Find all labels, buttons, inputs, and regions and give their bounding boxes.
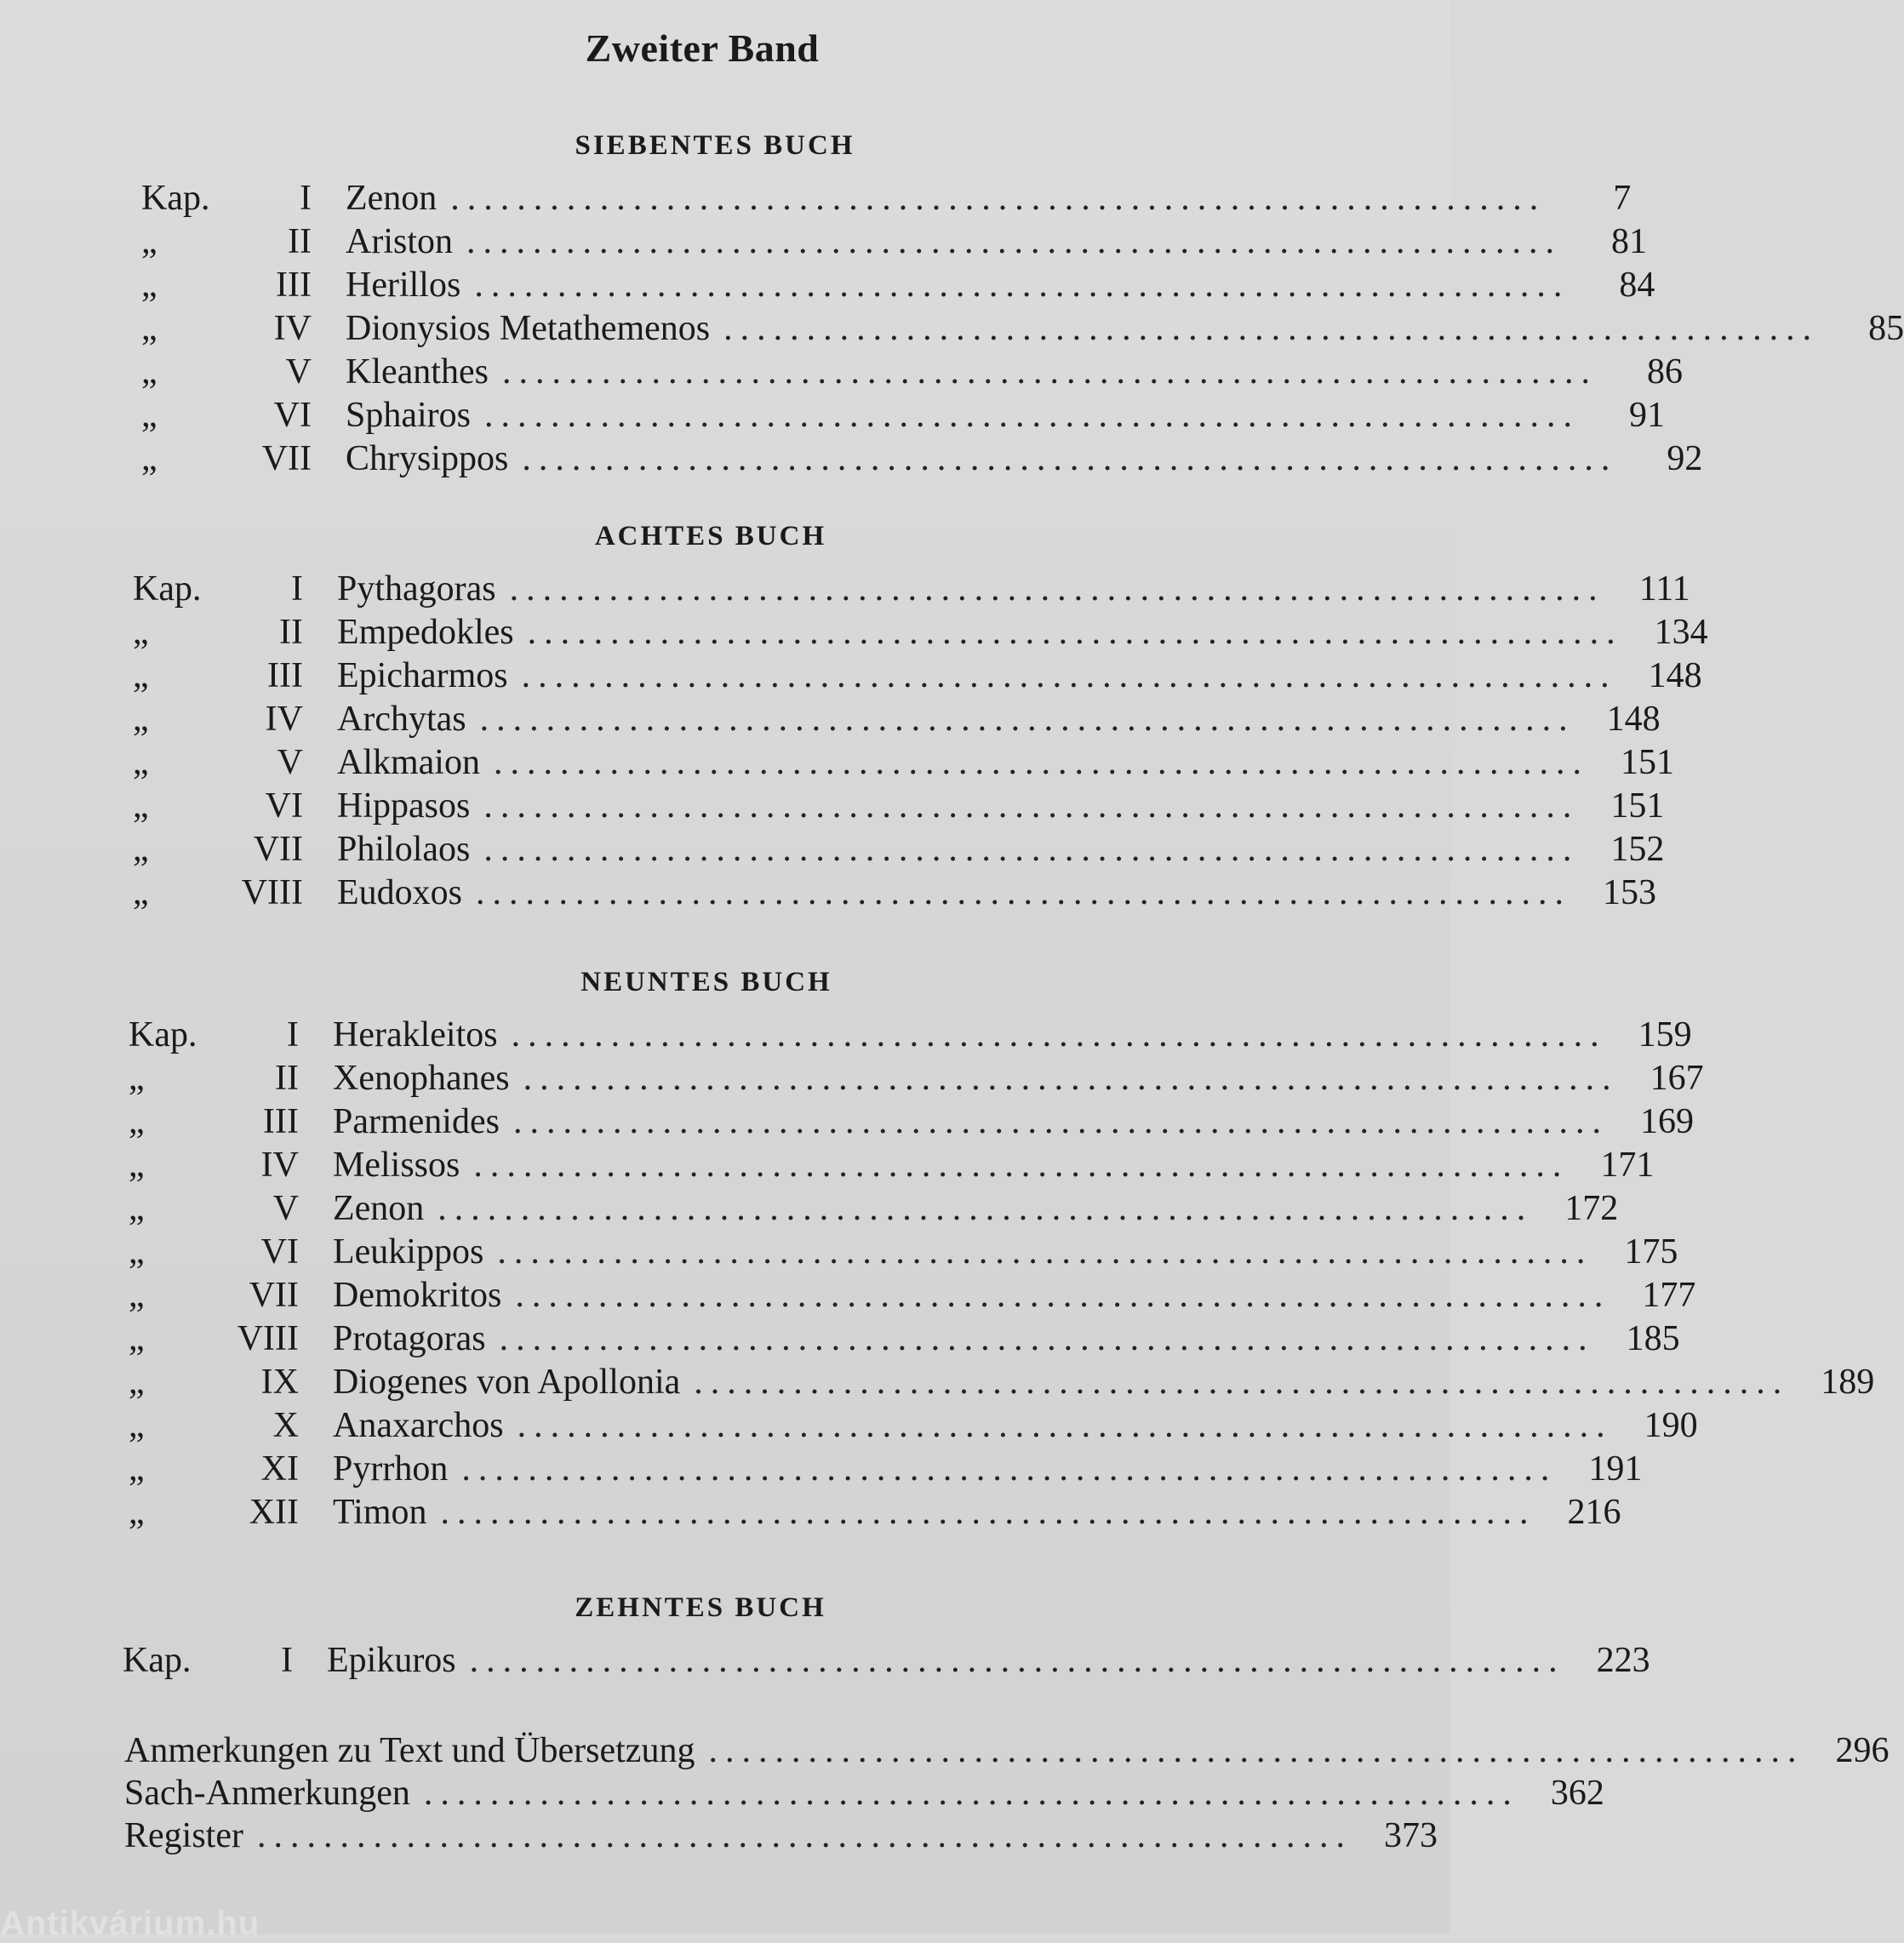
leader-dots: .................................................................. — [469, 1641, 1565, 1680]
toc-row — [119, 394, 1665, 437]
toc-row — [111, 828, 1665, 871]
chapter-number: I — [287, 1015, 299, 1054]
chapter-number: IV — [260, 1146, 299, 1185]
chapter-number: IV — [273, 309, 312, 348]
ditto-mark: „ — [133, 743, 149, 782]
chapter-number: I — [300, 179, 312, 218]
chapter-title: Diogenes von Apollonia — [333, 1363, 681, 1402]
chapter-list — [100, 1639, 1650, 1683]
book-heading: ACHTES BUCH — [594, 521, 827, 551]
chapter-number: V — [272, 1189, 299, 1228]
page-number: 296 — [1835, 1731, 1890, 1770]
leader-dots: .................................................................. — [479, 700, 1575, 739]
leader-dots: .................................................................. — [694, 1363, 1790, 1402]
ditto-mark: „ — [133, 700, 149, 739]
chapter-title: Melissos — [333, 1146, 460, 1185]
page-number: 169 — [1639, 1102, 1694, 1141]
ditto-mark: „ — [129, 1232, 145, 1272]
leader-dots: .................................................................. — [509, 569, 1605, 609]
chapter-title: Herakleitos — [333, 1015, 498, 1054]
leader-dots: .................................................................. — [483, 830, 1580, 869]
toc-row — [111, 741, 1674, 785]
leader-dots: .................................................................. — [476, 873, 1571, 912]
leader-dots: .................................................................. — [474, 266, 1570, 305]
chapter-number: IV — [265, 700, 303, 739]
ditto-mark: „ — [133, 830, 149, 869]
chapter-list — [106, 1014, 1875, 1534]
page-number: 92 — [1667, 439, 1703, 478]
appendix-title: Sach-Anmerkungen — [124, 1774, 410, 1813]
leader-dots: .................................................................. — [527, 613, 1623, 652]
toc-row — [119, 220, 1647, 264]
chapter-number: III — [263, 1102, 299, 1141]
ditto-mark: „ — [129, 1059, 145, 1098]
ditto-mark: „ — [129, 1189, 145, 1228]
chapter-prefix: Kap. — [133, 569, 202, 609]
ditto-mark: „ — [133, 786, 149, 826]
ditto-mark: „ — [141, 309, 157, 348]
page-number: 151 — [1620, 743, 1674, 782]
ditto-mark: „ — [129, 1102, 145, 1141]
ditto-mark: „ — [129, 1449, 145, 1489]
toc-row — [119, 177, 1632, 220]
toc-row — [106, 1231, 1678, 1274]
toc-row — [106, 1014, 1692, 1057]
chapter-title: Herillos — [346, 266, 461, 305]
book-section-10 — [100, 1588, 1650, 1683]
chapter-title: Zenon — [333, 1189, 425, 1228]
page-number: 189 — [1821, 1363, 1875, 1402]
toc-row — [106, 1274, 1696, 1317]
page-number: 191 — [1588, 1449, 1643, 1489]
ditto-mark: „ — [133, 873, 149, 912]
chapter-title: Kleanthes — [346, 352, 489, 391]
toc-row — [106, 1144, 1655, 1187]
page-number: 172 — [1564, 1189, 1619, 1228]
ditto-mark: „ — [141, 352, 157, 391]
toc-row — [111, 568, 1690, 611]
chapter-title: Eudoxos — [337, 873, 462, 912]
toc-row — [119, 307, 1904, 351]
chapter-title: Sphairos — [346, 396, 471, 435]
page-number: 190 — [1644, 1406, 1698, 1445]
chapter-number: IX — [260, 1363, 299, 1402]
page-number: 151 — [1610, 786, 1665, 826]
book-section-7 — [119, 126, 1904, 481]
toc-row — [111, 871, 1656, 915]
page-number: 177 — [1642, 1276, 1696, 1315]
chapter-title: Archytas — [337, 700, 466, 739]
chapter-list — [119, 177, 1904, 481]
chapter-title: Dionysios Metathemenos — [346, 309, 711, 348]
chapter-number: I — [281, 1641, 293, 1680]
page-number: 159 — [1638, 1015, 1692, 1054]
toc-row — [111, 785, 1665, 828]
appendix-title: Anmerkungen zu Text und Übersetzung — [124, 1731, 695, 1770]
chapter-title: Parmenides — [333, 1102, 500, 1141]
page-number: 373 — [1383, 1816, 1438, 1855]
chapter-number: V — [285, 352, 312, 391]
chapter-number: VI — [265, 786, 303, 826]
chapter-title: Zenon — [346, 179, 437, 218]
chapter-title: Leukippos — [333, 1232, 484, 1272]
toc-row — [106, 1317, 1680, 1361]
leader-dots: .................................................................. — [497, 1232, 1593, 1272]
leader-dots: .................................................................. — [522, 439, 1618, 478]
chapter-number: XII — [249, 1493, 299, 1532]
leader-dots: .................................................................. — [440, 1493, 1536, 1532]
leader-dots: .................................................................. — [521, 656, 1617, 695]
leader-dots: .................................................................. — [483, 786, 1580, 826]
appendix-list — [124, 1729, 1890, 1857]
watermark: Antikvárium.hu — [0, 1905, 260, 1942]
volume-title: Zweiter Band — [585, 26, 820, 70]
leader-dots: .................................................................. — [523, 1059, 1619, 1098]
leader-dots: .................................................................. — [515, 1276, 1611, 1315]
ditto-mark: „ — [129, 1493, 145, 1532]
chapter-number: I — [291, 569, 303, 609]
leader-dots: .................................................................. — [499, 1319, 1595, 1358]
chapter-number: VIII — [241, 873, 303, 912]
toc-row — [106, 1057, 1704, 1100]
ditto-mark: „ — [141, 439, 157, 478]
chapter-number: II — [275, 1059, 299, 1098]
toc-row — [111, 654, 1702, 698]
page-number: 223 — [1596, 1641, 1650, 1680]
page-number: 91 — [1629, 396, 1665, 435]
chapter-number: II — [279, 613, 303, 652]
chapter-title: Alkmaion — [337, 743, 480, 782]
toc-row — [111, 698, 1661, 741]
chapter-title: Epicharmos — [337, 656, 508, 695]
page-number: 81 — [1611, 222, 1647, 261]
chapter-number: VII — [261, 439, 312, 478]
page-number: 148 — [1648, 656, 1702, 695]
ditto-mark: „ — [129, 1276, 145, 1315]
page-number: 85 — [1868, 309, 1904, 348]
page-number: 148 — [1606, 700, 1661, 739]
toc-row — [106, 1187, 1619, 1231]
page-number: 152 — [1610, 830, 1665, 869]
page-number: 216 — [1567, 1493, 1621, 1532]
ditto-mark: „ — [141, 266, 157, 305]
leader-dots: .................................................................. — [450, 179, 1547, 218]
page-number: 134 — [1654, 613, 1708, 652]
chapter-number: III — [267, 656, 303, 695]
chapter-prefix: Kap. — [141, 179, 210, 218]
leader-dots: .................................................................. — [461, 1449, 1558, 1489]
ditto-mark: „ — [129, 1363, 145, 1402]
chapter-title: Protagoras — [333, 1319, 486, 1358]
leader-dots: .................................................................. — [466, 222, 1562, 261]
leader-dots: .................................................................. — [517, 1406, 1613, 1445]
chapter-title: Hippasos — [337, 786, 471, 826]
toc-row — [106, 1404, 1698, 1448]
ditto-mark: „ — [133, 613, 149, 652]
chapter-title: Epikuros — [327, 1641, 456, 1680]
page-number: 86 — [1646, 352, 1683, 391]
book-heading: SIEBENTES BUCH — [575, 130, 855, 161]
chapter-number: II — [288, 222, 312, 261]
appendix-row — [124, 1729, 1890, 1772]
chapter-title: Timon — [333, 1493, 427, 1532]
chapter-title: Xenophanes — [333, 1059, 510, 1098]
ditto-mark: „ — [141, 396, 157, 435]
ditto-mark: „ — [133, 656, 149, 695]
page-number: 175 — [1624, 1232, 1678, 1272]
chapter-number: V — [277, 743, 303, 782]
toc-row — [100, 1639, 1650, 1683]
chapter-title: Philolaos — [337, 830, 471, 869]
chapter-list — [111, 568, 1708, 915]
chapter-number: VI — [260, 1232, 299, 1272]
page-number: 171 — [1600, 1146, 1655, 1185]
ditto-mark: „ — [141, 222, 157, 261]
leader-dots: .................................................................. — [501, 352, 1598, 391]
chapter-number: III — [276, 266, 312, 305]
leader-dots: .................................................................. — [437, 1189, 1534, 1228]
leader-dots: .................................................................. — [423, 1774, 1519, 1813]
chapter-title: Chrysippos — [346, 439, 509, 478]
leader-dots: .................................................................. — [484, 396, 1580, 435]
toc-row — [106, 1361, 1875, 1404]
toc-row — [106, 1448, 1643, 1491]
leader-dots: .................................................................. — [256, 1816, 1352, 1855]
book-section-8 — [111, 517, 1708, 915]
chapter-title: Anaxarchos — [333, 1406, 504, 1445]
page-number: 167 — [1650, 1059, 1704, 1098]
chapter-number: X — [272, 1406, 299, 1445]
chapter-title: Pythagoras — [337, 569, 496, 609]
leader-dots: .................................................................. — [512, 1102, 1609, 1141]
chapter-title: Empedokles — [337, 613, 514, 652]
ditto-mark: „ — [129, 1406, 145, 1445]
appendix-row — [124, 1814, 1438, 1857]
leader-dots: .................................................................. — [723, 309, 1820, 348]
leader-dots: .................................................................. — [511, 1015, 1607, 1054]
chapter-number: VI — [273, 396, 312, 435]
chapter-title: Demokritos — [333, 1276, 502, 1315]
ditto-mark: „ — [129, 1319, 145, 1358]
leader-dots: .................................................................. — [473, 1146, 1570, 1185]
toc-row — [119, 351, 1683, 394]
book-heading: NEUNTES BUCH — [580, 967, 832, 997]
chapter-number: VII — [253, 830, 303, 869]
chapter-number: VIII — [237, 1319, 299, 1358]
page-number: 362 — [1550, 1774, 1604, 1813]
chapter-title: Pyrrhon — [333, 1449, 449, 1489]
chapter-prefix: Kap. — [123, 1641, 192, 1680]
book-section-9 — [106, 963, 1875, 1534]
ditto-mark: „ — [129, 1146, 145, 1185]
page-number: 111 — [1638, 569, 1690, 609]
appendix-row — [124, 1772, 1604, 1814]
book-heading: ZEHNTES BUCH — [575, 1592, 826, 1623]
chapter-number: XI — [260, 1449, 299, 1489]
appendix-title: Register — [124, 1816, 243, 1855]
page-number: 84 — [1619, 266, 1655, 305]
page-number: 185 — [1626, 1319, 1680, 1358]
leader-dots: .................................................................. — [708, 1731, 1804, 1770]
leader-dots: .................................................................. — [493, 743, 1589, 782]
chapter-prefix: Kap. — [129, 1015, 197, 1054]
toc-row — [106, 1100, 1694, 1144]
chapter-number: VII — [249, 1276, 299, 1315]
page-number: 7 — [1613, 179, 1632, 218]
toc-row — [111, 611, 1708, 654]
toc-row — [119, 264, 1655, 307]
toc-row — [106, 1491, 1621, 1534]
chapter-title: Ariston — [346, 222, 453, 261]
page-number: 153 — [1603, 873, 1656, 912]
toc-row — [119, 437, 1703, 481]
